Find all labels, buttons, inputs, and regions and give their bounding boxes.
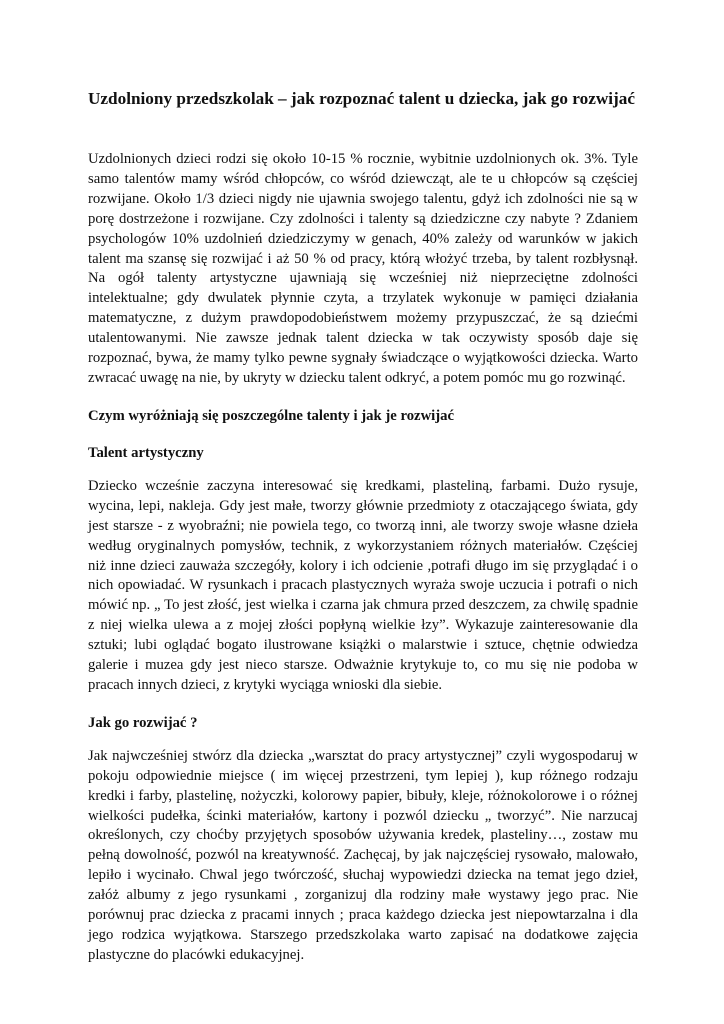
document-title: Uzdolniony przedszkolak – jak rozpoznać talent u dziecka, jak go rozwijać — [88, 89, 635, 108]
artistic-talent-paragraph: Dziecko wcześnie zaczyna interesować się kredkami, plasteliną, farbami. Dużo rysuje, wycina, lepi, nakleja. Gdy jest małe, tworzy głównie przedmioty z otaczającego świata, gdy jest starsze - z wyobraźni; nie powiela tego, co tworzą inni, ale tworzy swoje własne dzieła według oryginalnych pomysłów, technik, z wykorzystaniem różnych materiałów. Częściej niż inne dzieci zauważa szczegóły, kolory i ich odcienie ,potrafi długo im się przyglądać i o nich opowiadać. W rysunkach i pracach plastycznych wyraża swoje uczucia i potrafi o nich mówić np. „ To jest złość, jest wielka i czarna jak chmura przed deszczem, za chwilę spadnie z niej wielka ulewa a z mojej złości popłyną wielkie łzy”. Wykazuje zainteresowanie dla sztuki; lubi oglądać bogato ilustrowane książki o malarstwie i sztuce, chętnie odwiedza galerie i muzea gdy jest nieco starsze. Odważnie krytykuje to, co mu się nie podoba w pracach innych dzieci, z krytyki wyciąga wnioski dla siebie. — [88, 477, 638, 693]
intro-paragraph: Uzdolnionych dzieci rodzi się około 10-15 % rocznie, wybitnie uzdolnionych ok. 3%. Tyle samo talentów mamy wśród chłopców, co wśród dziewcząt, ale te u chłopców są częściej rozwijane. Około 1/3 dzieci nigdy nie ujawnia swojego talentu, gdyż ich zdolności nie są w porę dostrzeżone i rozwijane. Czy zdolności i talenty są dziedziczne czy nabyte ? Zdaniem psychologów 10% uzdolnień dziedziczymy w genach, 40% zależy od warunków w jakich talent ma szansę się rozwijać i aż 50 % od pracy, którą włożyć trzeba, by talent rozbłysnął. Na ogół talenty artystyczne ujawniają się wcześniej niż nieprzeciętne zdolności intelektualne; gdy dwulatek płynnie czyta, a trzylatek wykonuje w pamięci działania matematyczne, z dużym prawdopodobieństwem możemy przypuszczać, że są dziećmi utalentowanymi. Nie zawsze jednak talent dziecka w tak oczywisty sposób daje się rozpoznać, bywa, że mamy tylko pewne sygnały świadczące o wyjątkowości dziecka. Warto zwracać uwagę na nie, by ukryty w dziecku talent odkryć, a potem pomóc mu go rozwinąć. — [88, 151, 638, 386]
section-heading-how-to-develop: Jak go rozwijać ? — [88, 714, 198, 731]
document-body — [88, 88, 638, 966]
section-heading-artistic: Talent artystyczny — [88, 444, 204, 461]
how-to-develop-paragraph: Jak najwcześniej stwórz dla dziecka „warsztat do pracy artystycznej” czyli wygospodaruj w pokoju odpowiednie miejsce ( im więcej przestrzeni, tym lepiej ), kup różnego rodzaju kredki i farby, plastelinę, nożyczki, kolorowy papier, bibuły, kleje, różnokolorowe i o różnej wielkości pudełka, ścinki materiałów, kartony i pozwól dziecku „ tworzyć”. Nie narzucaj określonych, czy choćby przyjętych sposobów używania kredek, plasteliny…, zostaw mu pełną dowolność, pozwól na kreatywność. Zachęcaj, by jak najczęściej rysowało, malowało, lepiło i wycinało. Chwal jego twórczość, słuchaj wypowiedzi dziecka na temat jego dzieł, załóż albumy z jego rysunkami , zorganizuj dla rodziny małe wystawy jego prac. Nie porównuj prac dziecka z pracami innych ; praca każdego dziecka jest niepowtarzalna i dla jego rodzica wyjątkowa. Starszego przedszkolaka warto zapisać na dodatkowe zajęcia plastyczne do placówki edukacyjnej. — [88, 747, 638, 963]
section-heading-talents: Czym wyróżniają się poszczególne talenty i jak je rozwijać — [88, 407, 455, 424]
